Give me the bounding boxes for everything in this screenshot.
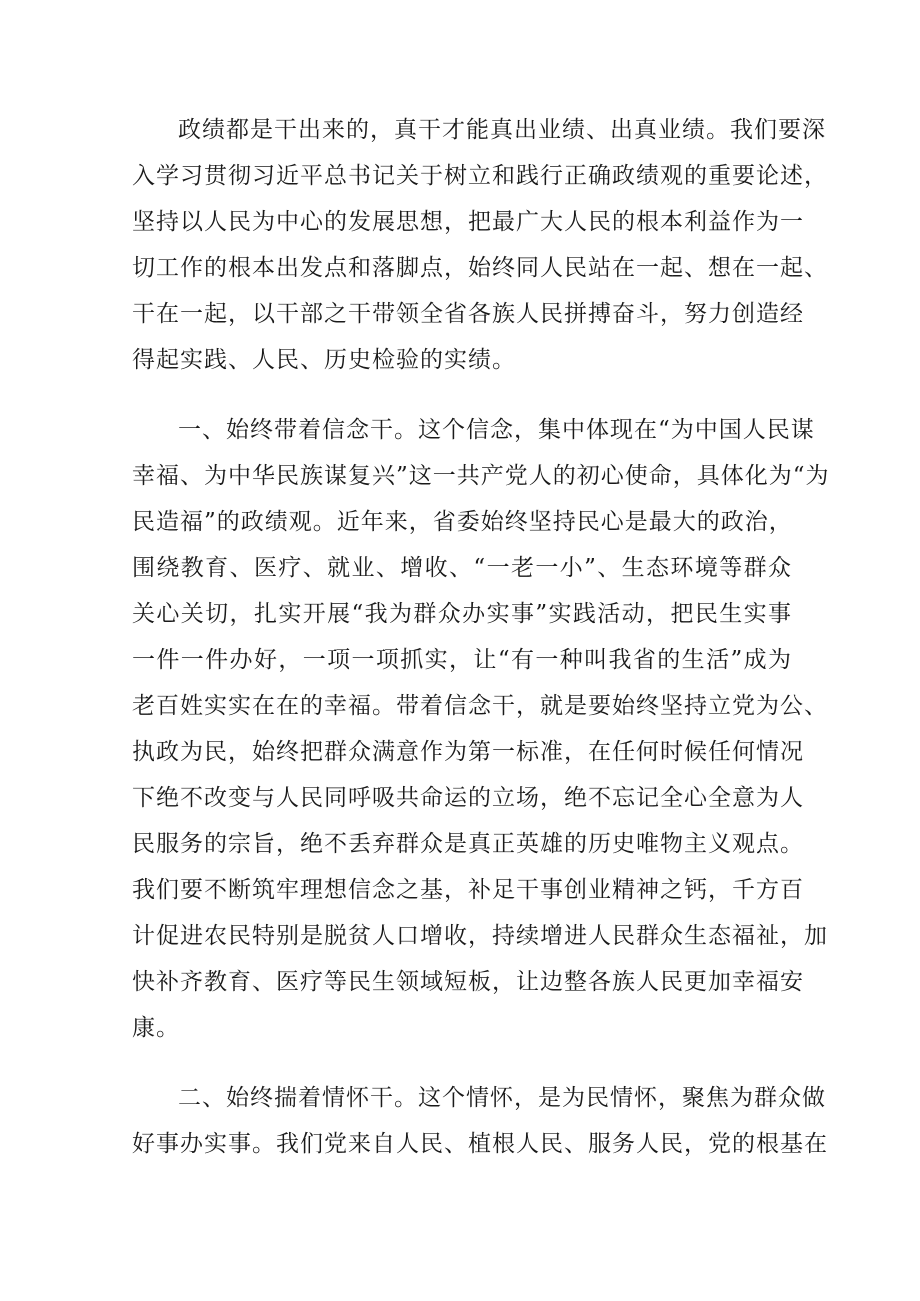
- text-line: 政绩都是干出来的，真干才能真出业绩、出真业绩。我们要深: [178, 117, 826, 143]
- text-line: 二、始终揣着情怀干。这个情怀，是为民情怀，聚焦为群众做: [178, 1085, 826, 1111]
- text-line: 得起实践、人民、历史检验的实绩。: [132, 347, 516, 373]
- text-line: 康。: [132, 1015, 180, 1041]
- text-line: 老百姓实实在在的幸福。带着信念干，就是要始终坚持立党为公、: [132, 693, 828, 719]
- text-line: 快补齐教育、医疗等民生领域短板，让边整各族人民更加幸福安: [132, 969, 804, 995]
- text-line: 幸福、为中华民族谋复兴”这一共产党人的初心使命，具体化为“为: [132, 463, 830, 489]
- text-line: 入学习贯彻习近平总书记关于树立和践行正确政绩观的重要论述，: [132, 163, 828, 189]
- text-line: 好事办实事。我们党来自人民、植根人民、服务人民，党的根基在: [132, 1131, 828, 1157]
- text-line: 干在一起，以干部之干带领全省各族人民拼搏奋斗，努力创造经: [132, 301, 804, 327]
- text-line: 关心关切，扎实开展“我为群众办实事”实践活动，把民生实事: [132, 601, 792, 627]
- text-line: 一、始终带着信念干。这个信念，集中体现在“为中国人民谋: [178, 417, 815, 443]
- text-line: 坚持以人民为中心的发展思想，把最广大人民的根本利益作为一: [132, 209, 804, 235]
- text-line: 一件一件办好，一项一项抓实，让“有一种叫我省的生活”成为: [132, 647, 792, 673]
- text-line: 我们要不断筑牢理想信念之基，补足干事创业精神之钙，千方百: [132, 877, 804, 903]
- text-line: 切工作的根本出发点和落脚点，始终同人民站在一起、想在一起、: [132, 255, 828, 281]
- text-line: 民服务的宗旨，绝不丢弃群众是真正英雄的历史唯物主义观点。: [132, 831, 804, 857]
- text-line: 执政为民，始终把群众满意作为第一标准，在任何时候任何情况: [132, 739, 804, 765]
- text-line: 下绝不改变与人民同呼吸共命运的立场，绝不忘记全心全意为人: [132, 785, 804, 811]
- text-line: 民造福”的政绩观。近年来，省委始终坚持民心是最大的政治，: [132, 509, 793, 535]
- text-line: 计促进农民特别是脱贫人口增收，持续增进人民群众生态福祉，加: [132, 923, 828, 949]
- text-line: 围绕教育、医疗、就业、增收、“一老一小”、生态环境等群众: [132, 555, 792, 581]
